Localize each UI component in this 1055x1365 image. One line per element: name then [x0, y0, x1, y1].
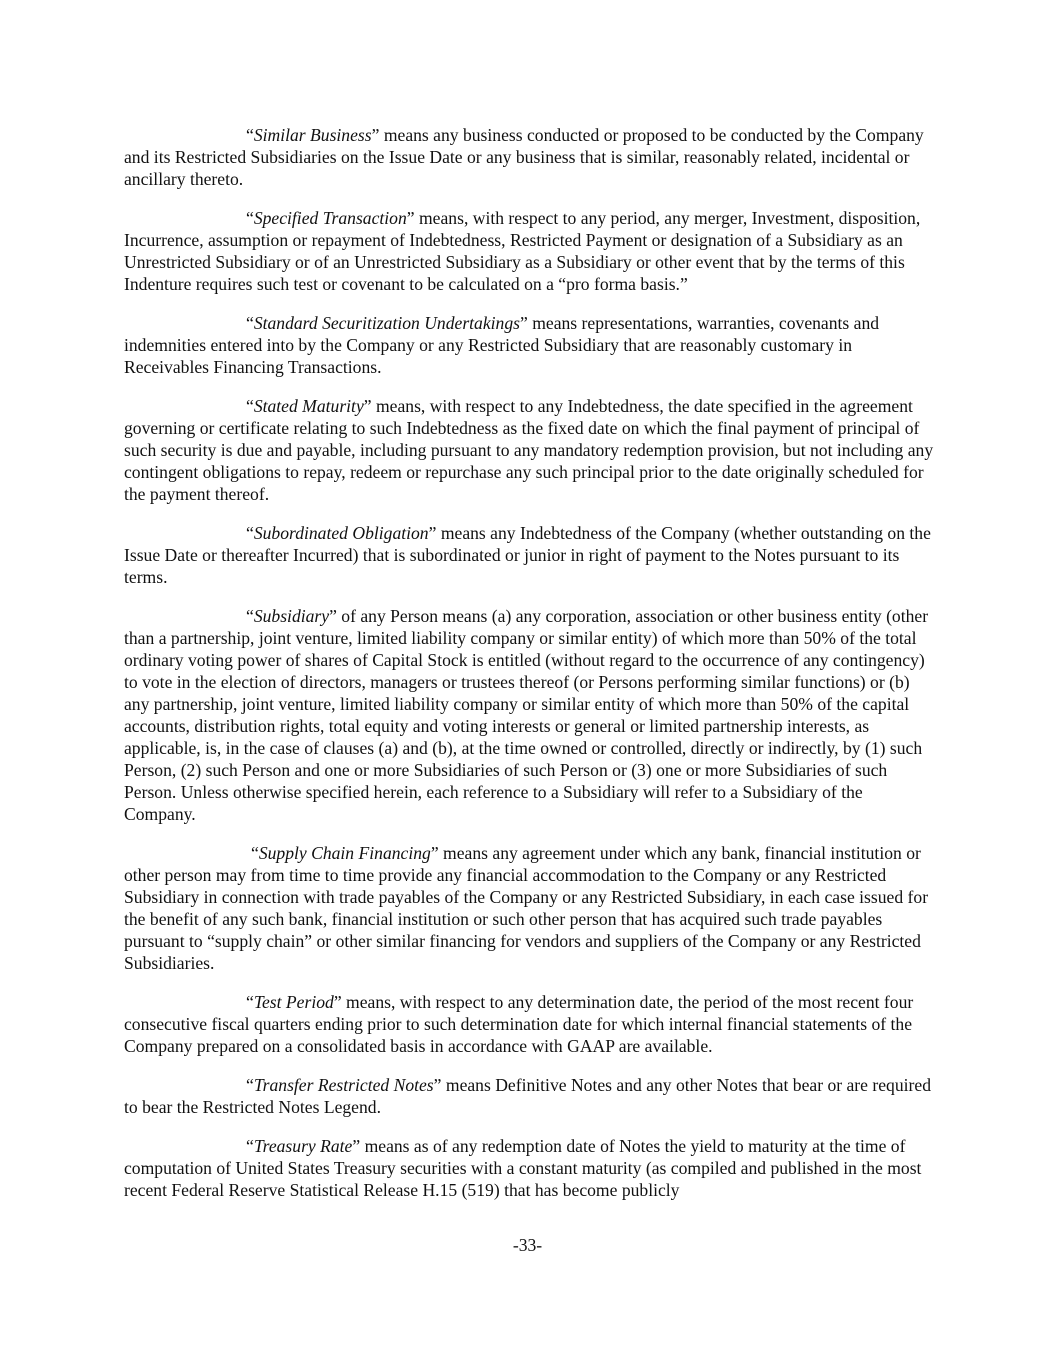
defined-term: Stated Maturity	[253, 396, 364, 416]
definition-text: means, with respect to any determination date, the period of the most recent four consecutive fiscal quarters ending prior to such determination date for which internal financial statements of the Company prepared on a consolidated basis in accordance with GAAP are available.	[124, 992, 914, 1056]
definition-transfer-restricted-notes: “Transfer Restricted Notes” means Definitive Notes and any other Notes that bear or are required to bear the Restricted Notes Legend.	[124, 1075, 931, 1117]
defined-term: Standard Securitization Undertakings	[253, 313, 520, 333]
definition-similar-business: “Similar Business” means any business conducted or proposed to be conducted by the Company and its Restricted Subsidiaries on the Issue Date or any business that is similar, reasonably related, incidental or ancillary thereto.	[124, 125, 924, 189]
definition-text: means, with respect to any period, any merger, Investment, disposition, Incurrence, assumption or repayment of Indebtedness, Restricted Payment or designation of a Subsidiary as an Unrestricted Subsidiary or of an Unrestricted Subsidiary as a Subsidiary or other event that by the terms of this Indenture requires such test or covenant to be calculated on a “pro forma basis.”	[124, 208, 921, 294]
definition-subordinated-obligation: “Subordinated Obligation” means any Indebtedness of the Company (whether outstanding on the Issue Date or thereafter Incurred) that is subordinated or junior in right of payment to the Notes pursuant to its terms.	[124, 523, 931, 587]
defined-term: Subsidiary	[253, 606, 330, 626]
definition-text: means as of any redemption date of Notes the yield to maturity at the time of computation of United States Treasury securities with a constant maturity (as compiled and published in the most recent Federal Reserve Statistical Release H.15 (519) that has become publicly	[124, 1136, 922, 1200]
definition-subsidiary: “Subsidiary” of any Person means (a) any corporation, association or other business entity (other than a partnership, joint venture, limited liability company or similar entity) of which more than 50% of the total ordinary voting power of shares of Capital Stock is entitled (without regard to the occurrence of any contingency) to vote in the election of directors, managers or trustees thereof (or Persons performing similar functions) or (b) any partnership, joint venture, limited liability company or similar entity of which more than 50% of the capital accounts, distribution rights, total equity and voting interests or general or limited partnership interests, as applicable, is, in the case of clauses (a) and (b), at the time owned or controlled, directly or indirectly, by (1) such Person, (2) such Person and one or more Subsidiaries of such Person or (3) one or more Subsidiaries of such Person. Unless otherwise specified herein, each reference to a Subsidiary will refer to a Subsidiary of the Company.	[124, 606, 929, 824]
definition-text: means any agreement under which any bank, financial institution or other person may from time to time provide any financial accommodation to the Company or any Restricted Subsidiary in connection with trade payables of the Company or any Restricted Subsidiary, in each case issued for the benefit of any such bank, financial institution or such other person that has acquired such trade payables pursuant to “supply chain” or other similar financing for vendors and suppliers of the Company or any Restricted Subsidiaries.	[124, 843, 929, 973]
defined-term: Test Period	[253, 992, 334, 1012]
defined-term: Transfer Restricted Notes	[253, 1075, 434, 1095]
defined-term: Specified Transaction	[253, 208, 407, 228]
definition-test-period: “Test Period” means, with respect to any determination date, the period of the most recent four consecutive fiscal quarters ending prior to such determination date for which internal financial statements of the Company prepared on a consolidated basis in accordance with GAAP are available.	[124, 992, 914, 1056]
definition-text: means, with respect to any Indebtedness, the date specified in the agreement governing or certificate relating to such Indebtedness as the fixed date on which the final payment of principal of such security is due and payable, including pursuant to any mandatory redemption provision, but not including any contingent obligations to repay, redeem or repurchase any such principal prior to the date originally scheduled for the payment thereof.	[124, 396, 934, 504]
definition-text: means any business conducted or proposed to be conducted by the Company and its Restricted Subsidiaries on the Issue Date or any business that is similar, reasonably related, incidental or ancillary thereto.	[124, 125, 924, 189]
definition-text: means Definitive Notes and any other Notes that bear or are required to bear the Restricted Notes Legend.	[124, 1075, 931, 1117]
definition-standard-securitization-undertakings: “Standard Securitization Undertakings” means representations, warranties, covenants and indemnities entered into by the Company or any Restricted Subsidiary that are reasonably customary in Receivables Financing Transactions.	[124, 313, 880, 377]
defined-term: Similar Business	[253, 125, 372, 145]
definition-specified-transaction: “Specified Transaction” means, with respect to any period, any merger, Investment, disposition, Incurrence, assumption or repayment of Indebtedness, Restricted Payment or designation of a Subsidiary as an Unrestricted Subsidiary or of an Unrestricted Subsidiary as a Subsidiary or other event that by the terms of this Indenture requires such test or covenant to be calculated on a “pro forma basis.”	[124, 208, 921, 294]
definition-text: means any Indebtedness of the Company (whether outstanding on the Issue Date or thereafter Incurred) that is subordinated or junior in right of payment to the Notes pursuant to its terms.	[124, 523, 931, 587]
defined-term: Subordinated Obligation	[253, 523, 429, 543]
definition-stated-maturity: “Stated Maturity” means, with respect to any Indebtedness, the date specified in the agreement governing or certificate relating to such Indebtedness as the fixed date on which the final payment of principal of such security is due and payable, including pursuant to any mandatory redemption provision, but not including any contingent obligations to repay, redeem or repurchase any such principal prior to the date originally scheduled for the payment thereof.	[124, 396, 934, 504]
definition-treasury-rate: “Treasury Rate” means as of any redemption date of Notes the yield to maturity at the time of computation of United States Treasury securities with a constant maturity (as compiled and published in the most recent Federal Reserve Statistical Release H.15 (519) that has become publicly	[124, 1136, 922, 1200]
defined-term: Treasury Rate	[253, 1136, 353, 1156]
definition-text: means representations, warranties, covenants and indemnities entered into by the Company or any Restricted Subsidiary that are reasonably customary in Receivables Financing Transactions.	[124, 313, 880, 377]
definition-supply-chain-financing: “Supply Chain Financing” means any agreement under which any bank, financial institution or other person may from time to time provide any financial accommodation to the Company or any Restricted Subsidiary in connection with trade payables of the Company or any Restricted Subsidiary, in each case issued for the benefit of any such bank, financial institution or such other person that has acquired such trade payables pursuant to “supply chain” or other similar financing for vendors and suppliers of the Company or any Restricted Subsidiaries.	[124, 843, 929, 973]
document-page	[124, 124, 936, 1218]
defined-term: Supply Chain Financing	[258, 843, 431, 863]
page-number: -33-	[512, 1235, 543, 1255]
definition-text: of any Person means (a) any corporation, association or other business entity (other than a partnership, joint venture, limited liability company or similar entity) of which more than 50% of the total ordinary voting power of shares of Capital Stock is entitled (without regard to the occurrence of any contingency) to vote in the election of directors, managers or trustees thereof (or Persons performing similar functions) or (b) any partnership, joint venture, limited liability company or similar entity of which more than 50% of the capital accounts, distribution rights, total equity and voting interests or general or limited partnership interests, as applicable, is, in the case of clauses (a) and (b), at the time owned or controlled, directly or indirectly, by (1) such Person, (2) such Person and one or more Subsidiaries of such Person or (3) one or more Subsidiaries of such Person. Unless otherwise specified herein, each reference to a Subsidiary will refer to a Subsidiary of the Company.	[124, 606, 929, 824]
